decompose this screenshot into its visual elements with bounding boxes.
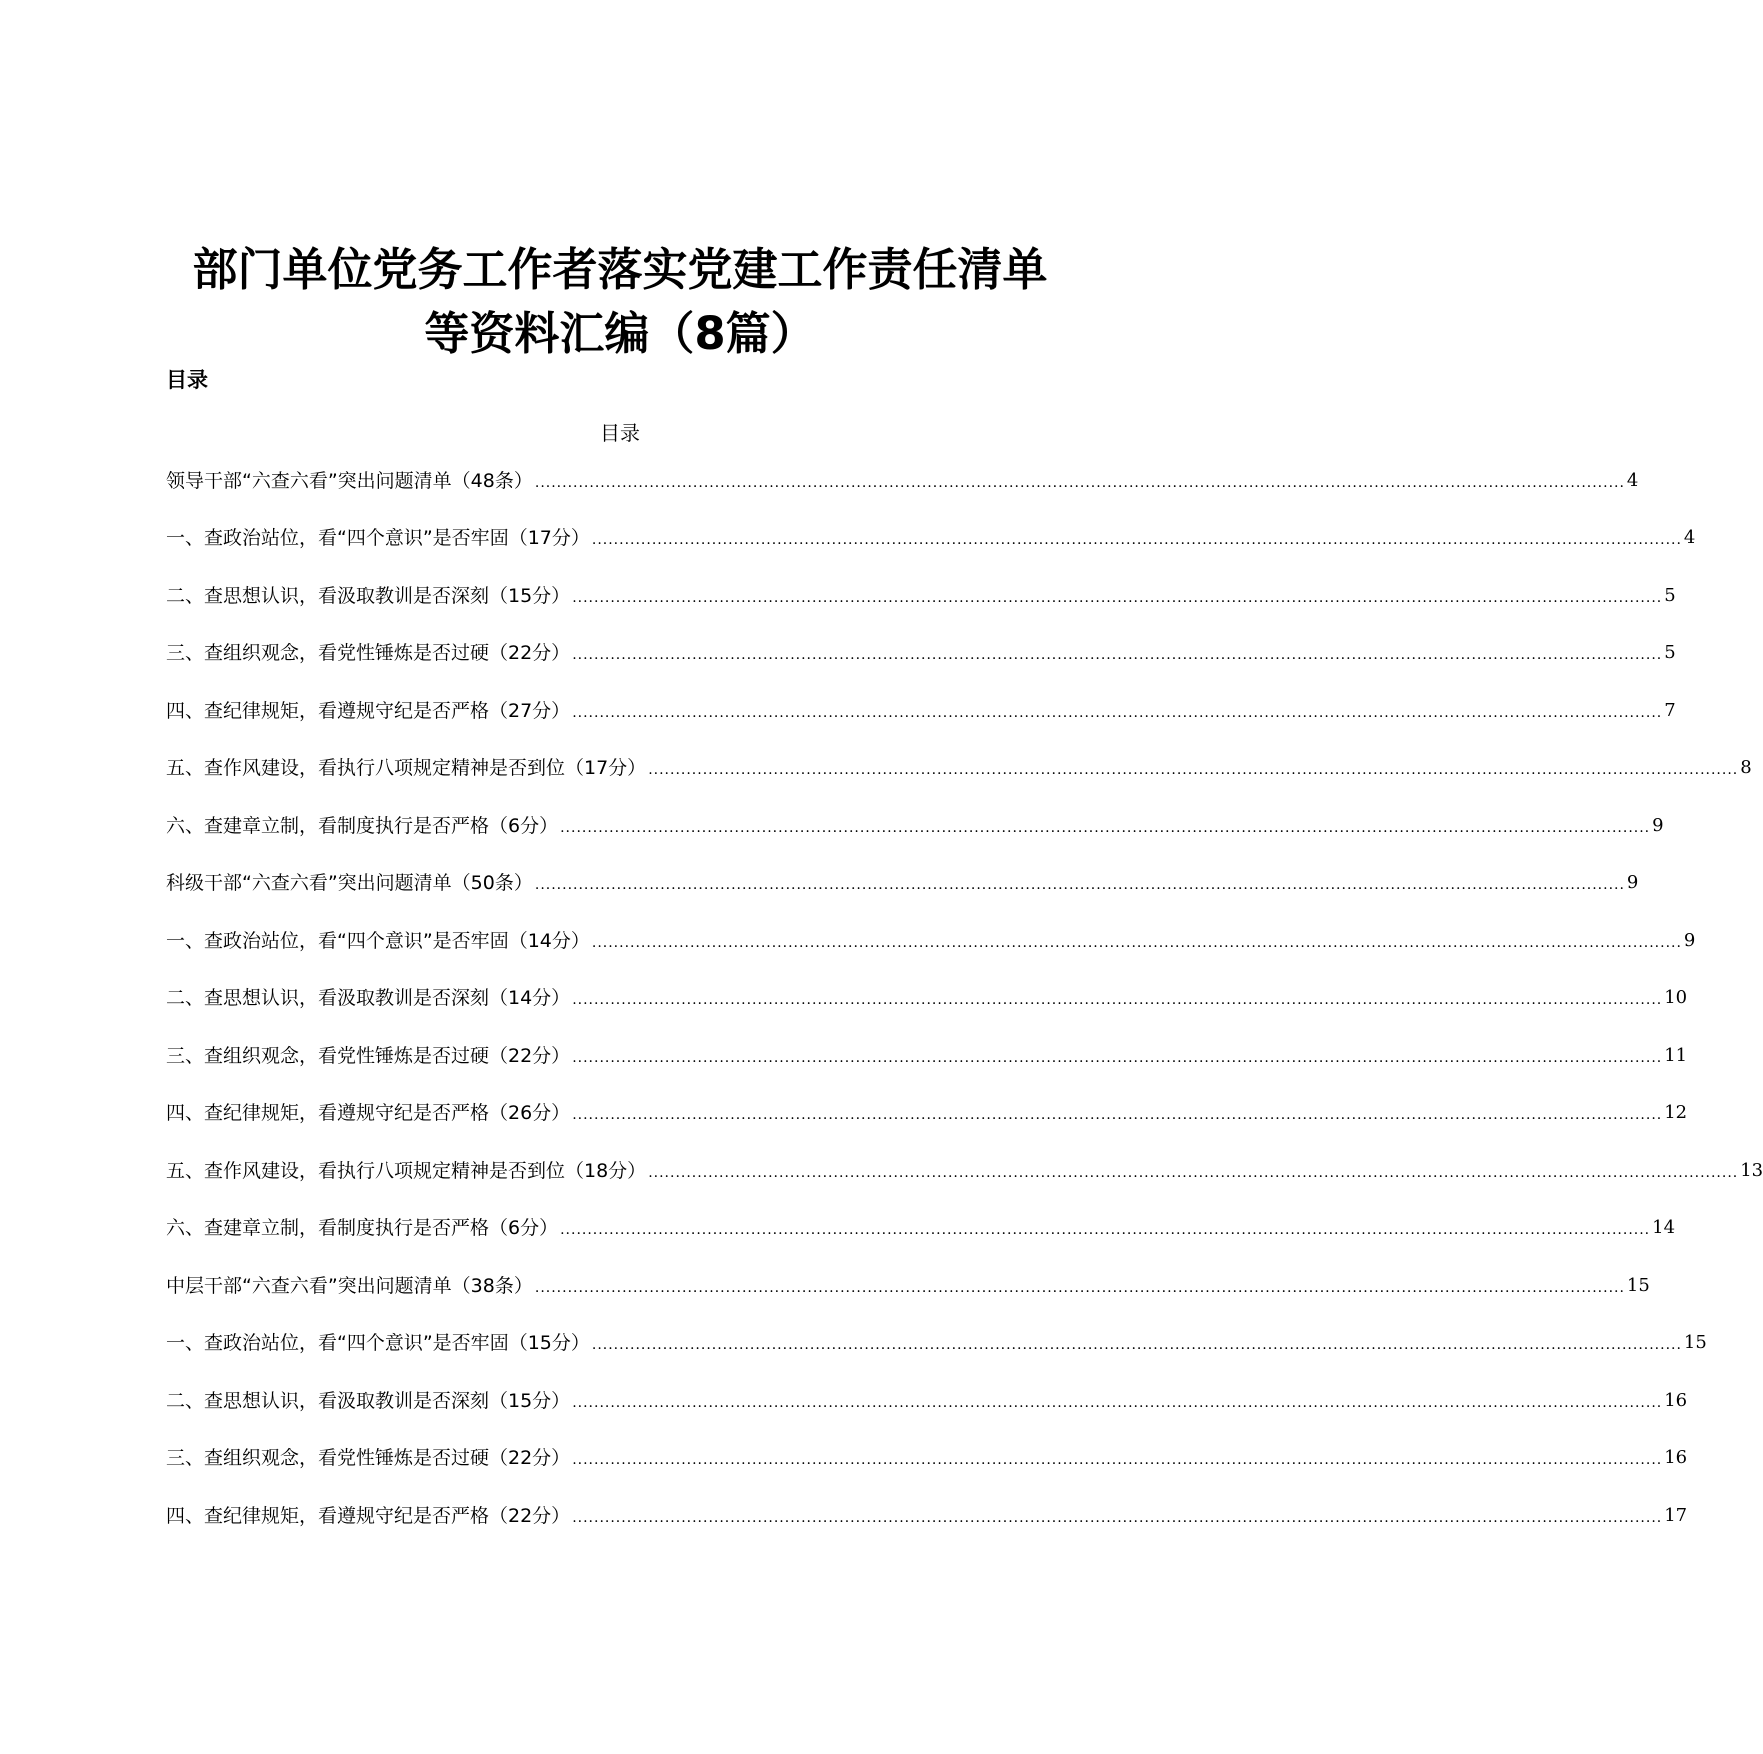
toc-entry[interactable] xyxy=(166,1315,1707,1373)
toc-entry-page: 13 xyxy=(1740,1159,1763,1181)
toc-entry-text: 领导干部“六查六看”突出问题清单（48条） xyxy=(166,469,533,492)
toc-entry[interactable] xyxy=(166,452,1639,510)
toc-entry[interactable] xyxy=(166,970,1688,1028)
toc-entry-text: 一、查政治站位，看“四个意识”是否牢固（14分） xyxy=(166,929,590,952)
toc-leader-dots: ........................................................................................................................................................................................................ xyxy=(534,474,1625,491)
toc-entry-text: 三、查组织观念，看党性锤炼是否过硬（22分） xyxy=(166,1447,571,1470)
toc-entry[interactable] xyxy=(166,1200,1676,1258)
toc-entry-page: 15 xyxy=(1626,1274,1650,1296)
toc-leader-dots: ........................................................................................................................................................................................................ xyxy=(572,1394,1663,1411)
toc-entry[interactable] xyxy=(166,510,1696,568)
toc-entry-page: 14 xyxy=(1652,1217,1676,1239)
toc-entry-page: 5 xyxy=(1664,584,1676,606)
toc-entry-text: 二、查思想认识，看汲取教训是否深刻（14分） xyxy=(166,987,571,1010)
toc-entry-page: 15 xyxy=(1683,1332,1707,1354)
toc-entry[interactable] xyxy=(166,912,1696,970)
toc-entry-text: 一、查政治站位，看“四个意识”是否牢固（15分） xyxy=(166,1332,590,1355)
toc-entry[interactable] xyxy=(166,740,1752,798)
toc-entry-page: 11 xyxy=(1664,1044,1688,1066)
toc-leader-dots: ........................................................................................................................................................................................................ xyxy=(560,819,1651,836)
toc-entry-text: 三、查组织观念，看党性锤炼是否过硬（22分） xyxy=(166,1044,571,1067)
toc-entry-text: 六、查建章立制，看制度执行是否严格（6分） xyxy=(166,814,559,837)
toc-leader-dots: ........................................................................................................................................................................................................ xyxy=(572,1107,1663,1123)
toc-entry-text: 四、查纪律规矩，看遵规守纪是否严格（27分） xyxy=(166,699,571,722)
toc-entry[interactable] xyxy=(166,855,1639,913)
toc-entry-page: 8 xyxy=(1740,757,1752,779)
toc-entry-text: 六、查建章立制，看制度执行是否严格（6分） xyxy=(166,1217,559,1240)
toc-entry-text: 四、查纪律规矩，看遵规守纪是否严格（26分） xyxy=(166,1102,571,1125)
toc-entry-text: 二、查思想认识，看汲取教训是否深刻（15分） xyxy=(166,1389,571,1412)
toc-entry-page: 4 xyxy=(1683,527,1696,549)
toc-entry[interactable] xyxy=(166,682,1676,740)
toc-leader-dots: ........................................................................................................................................................................................................ xyxy=(591,934,1682,951)
toc-leader-dots: ........................................................................................................................................................................................................ xyxy=(648,1164,1739,1181)
toc-entry-text: 四、查纪律规矩，看遵规守纪是否严格（22分） xyxy=(166,1504,571,1527)
toc-entry-page: 16 xyxy=(1664,1447,1688,1469)
document-title-line-1: 部门单位党务工作者落实党建工作责任清单 xyxy=(192,243,1048,296)
toc-leader-dots: ........................................................................................................................................................................................................ xyxy=(572,704,1663,721)
toc-entry-page: 9 xyxy=(1626,872,1639,894)
toc-leader-dots: ........................................................................................................................................................................................................ xyxy=(572,992,1663,1008)
toc-entry[interactable] xyxy=(166,1027,1688,1085)
toc-leader-dots: ........................................................................................................................................................................................................ xyxy=(534,877,1625,893)
toc-leader-dots: ........................................................................................................................................................................................................ xyxy=(534,1279,1625,1296)
toc-entry-page: 17 xyxy=(1664,1504,1688,1526)
toc-heading: 目录 xyxy=(600,421,640,445)
toc-entry-text: 二、查思想认识，看汲取教训是否深刻（15分） xyxy=(166,584,571,607)
toc-entry-page: 10 xyxy=(1664,987,1688,1009)
toc-leader-dots: ........................................................................................................................................................................................................ xyxy=(591,1337,1682,1353)
toc-entry-page: 7 xyxy=(1664,699,1676,721)
document-title-line-2: 等资料汇编（8篇） xyxy=(424,307,816,360)
toc-entry[interactable] xyxy=(166,1085,1688,1143)
toc-entry[interactable] xyxy=(166,567,1676,625)
toc-entry-page: 4 xyxy=(1626,469,1639,491)
toc-leader-dots: ........................................................................................................................................................................................................ xyxy=(572,647,1663,663)
toc-entry[interactable] xyxy=(166,625,1676,683)
toc-list xyxy=(166,452,1763,1545)
toc-leader-dots: ........................................................................................................................................................................................................ xyxy=(591,532,1682,548)
toc-entry-text: 三、查组织观念，看党性锤炼是否过硬（22分） xyxy=(166,642,571,665)
toc-leader-dots: ........................................................................................................................................................................................................ xyxy=(560,1222,1651,1238)
toc-leader-dots: ........................................................................................................................................................................................................ xyxy=(648,762,1739,778)
toc-entry[interactable] xyxy=(166,1142,1763,1200)
toc-entry-text: 科级干部“六查六看”突出问题清单（50条） xyxy=(166,872,533,895)
toc-leader-dots: ........................................................................................................................................................................................................ xyxy=(572,1509,1663,1526)
toc-leader-dots: ........................................................................................................................................................................................................ xyxy=(572,589,1663,606)
toc-entry-text: 中层干部“六查六看”突出问题清单（38条） xyxy=(166,1274,533,1297)
toc-entry-text: 一、查政治站位，看“四个意识”是否牢固（17分） xyxy=(166,527,590,550)
toc-entry-text: 五、查作风建设，看执行八项规定精神是否到位（18分） xyxy=(166,1159,647,1182)
toc-entry-text: 五、查作风建设，看执行八项规定精神是否到位（17分） xyxy=(166,757,647,780)
toc-entry[interactable] xyxy=(166,1372,1688,1430)
toc-entry[interactable] xyxy=(166,1430,1688,1488)
toc-entry-page: 5 xyxy=(1664,642,1676,664)
toc-leader-dots: ........................................................................................................................................................................................................ xyxy=(572,1049,1663,1066)
toc-leader-dots: ........................................................................................................................................................................................................ xyxy=(572,1452,1663,1468)
toc-entry-page: 9 xyxy=(1683,929,1696,951)
toc-entry[interactable] xyxy=(166,797,1664,855)
toc-entry-page: 12 xyxy=(1664,1102,1688,1124)
toc-entry[interactable] xyxy=(166,1487,1688,1545)
toc-label: 目录 xyxy=(166,368,208,392)
toc-entry-page: 16 xyxy=(1664,1389,1688,1411)
toc-entry-page: 9 xyxy=(1652,814,1664,836)
toc-entry[interactable] xyxy=(166,1257,1650,1315)
